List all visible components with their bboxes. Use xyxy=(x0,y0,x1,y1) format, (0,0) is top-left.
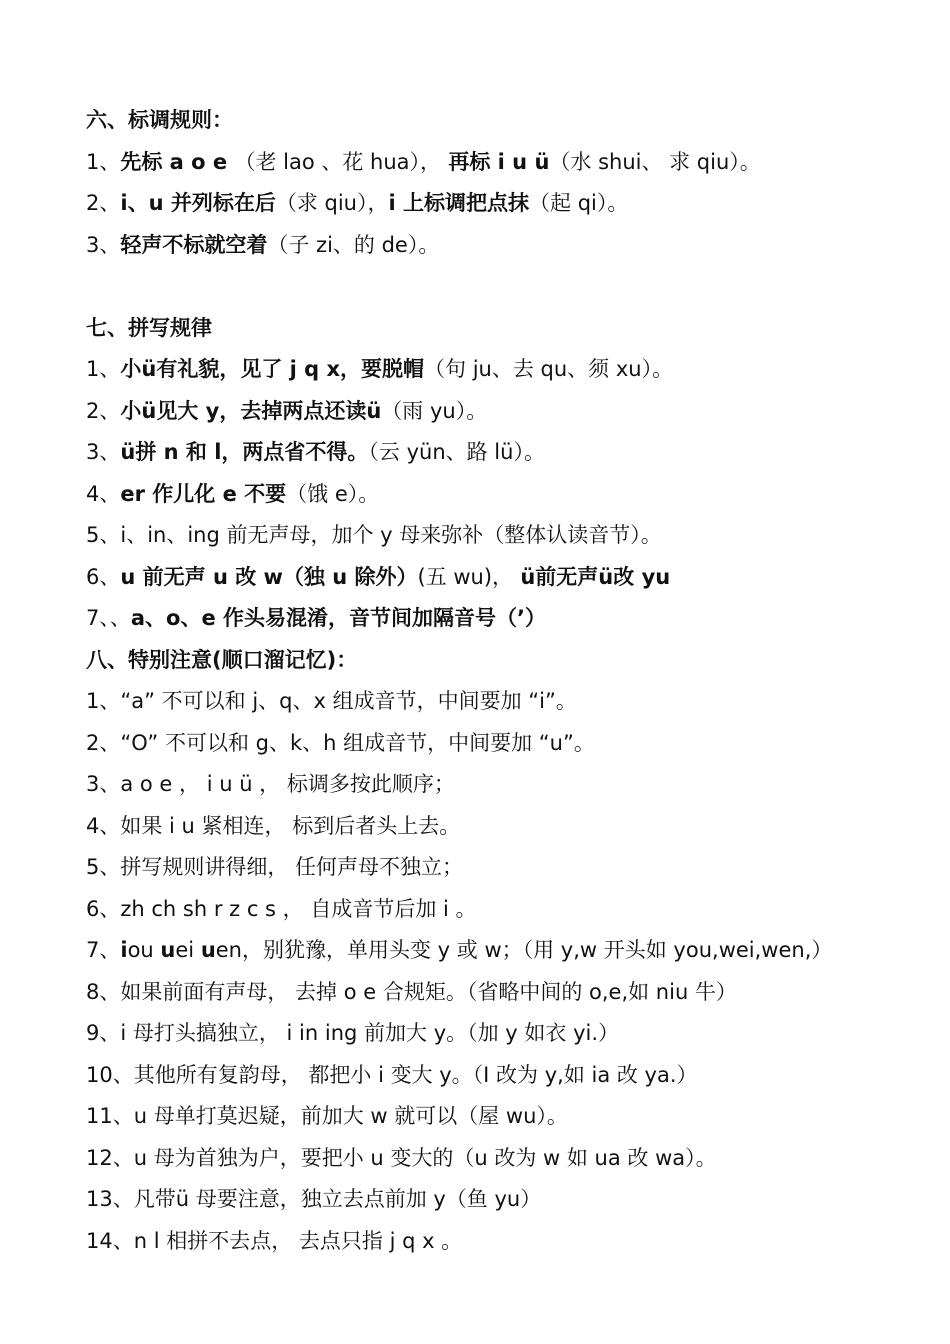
bold-text-segment: u 前无声 u 改 w（独 u 除外） xyxy=(120,564,418,589)
text-segment: （求 qiu）， xyxy=(275,191,389,215)
bold-text-segment: u xyxy=(160,938,176,962)
text-segment: 5、i、in、ing 前无声母，加个 y 母来弥补（整体认读音节）。 xyxy=(86,523,662,547)
text-segment: 4、如果 i u 紧相连， 标到后者头上去。 xyxy=(86,813,461,838)
text-segment: 8、如果前面有声母， 去掉 o e 合规矩。（省略中间的 o,e,如 niu 牛） xyxy=(86,979,737,1004)
text-segment: ou xyxy=(127,938,161,962)
bold-text-segment: a、o、e 作头易混淆，音节间加隔音号（’） xyxy=(130,606,547,630)
rule-line xyxy=(86,1013,926,1055)
bold-text-segment: i 上标调把点抹 xyxy=(388,191,530,215)
text-segment: 5、拼写规则讲得细， 任何声母不独立； xyxy=(86,855,464,879)
bold-text-segment: 小ü见大 y，去掉两点还读ü xyxy=(120,398,382,423)
text-segment: 2、“O” 不可以和 g、k、h 组成音节，中间要加 “u”。 xyxy=(86,730,595,755)
rule-line xyxy=(86,474,926,516)
text-segment: （饿 e）。 xyxy=(286,481,380,506)
bold-text-segment: 先标 a o e xyxy=(120,149,235,174)
text-segment: （雨 yu）。 xyxy=(381,398,488,423)
text-segment: （子 zi、的 de）。 xyxy=(267,232,440,257)
bold-text-segment: 再标 i u ü xyxy=(441,149,550,174)
bold-text-segment: ü拼 n 和 l，两点省不得。 xyxy=(120,440,369,464)
text-segment: （起 qi）。 xyxy=(529,191,629,215)
text-segment: 3、a o e ， i u ü ， 标调多按此顺序； xyxy=(86,772,455,796)
section-heading: 六、标调规则： xyxy=(86,108,233,132)
rule-line xyxy=(86,1221,926,1263)
rule-line xyxy=(86,515,926,557)
rule-line xyxy=(86,557,926,599)
rule-line xyxy=(86,764,926,806)
rule-line xyxy=(86,432,926,474)
rule-line xyxy=(86,1179,926,1221)
rule-line xyxy=(86,142,926,184)
rule-line xyxy=(86,1138,926,1180)
rule-line xyxy=(86,225,926,267)
bold-text-segment: ü前无声ü改 yu xyxy=(513,564,671,589)
bold-text-segment: u xyxy=(200,938,216,962)
text-segment: 3、 xyxy=(86,232,121,257)
text-segment: 13、凡带ü 母要注意，独立去点前加 y（鱼 yu） xyxy=(86,1187,542,1211)
bold-text-segment: i、u 并列标在后 xyxy=(120,191,276,215)
text-segment: 11、u 母单打莫迟疑，前加大 w 就可以（屋 wu）。 xyxy=(86,1104,568,1128)
bold-text-segment: i xyxy=(120,938,128,962)
rule-line xyxy=(86,681,926,723)
bold-text-segment: 轻声不标就空着 xyxy=(120,232,268,257)
text-segment: 6、 xyxy=(86,564,121,589)
rule-line xyxy=(86,806,926,848)
text-segment: （老 lao 、花 hua）， xyxy=(234,149,442,174)
document-page xyxy=(86,100,926,1262)
rule-line xyxy=(86,1096,926,1138)
section-spacer xyxy=(86,266,926,308)
text-segment: (五 wu)， xyxy=(417,564,514,589)
text-segment: 1、 xyxy=(86,357,121,381)
rule-line xyxy=(86,847,926,889)
rule-line xyxy=(86,598,926,640)
text-segment: 4、 xyxy=(86,481,121,506)
bold-text-segment: er 作儿化 e 不要 xyxy=(120,481,287,506)
text-segment: 1、“a” 不可以和 j、q、x 组成音节，中间要加 “i”。 xyxy=(86,689,577,713)
text-segment: en，别犹豫，单用头变 y 或 w；（用 y,w 开头如 you,wei,wen,） xyxy=(215,938,833,962)
text-segment: 9、i 母打头搞独立， i in ing 前加大 y。（加 y 如衣 yi.） xyxy=(86,1021,620,1045)
rule-line xyxy=(86,183,926,225)
text-segment: 3、 xyxy=(86,440,121,464)
text-segment: 2、 xyxy=(86,191,121,215)
rule-line xyxy=(86,723,926,765)
text-segment: 2、 xyxy=(86,398,121,423)
section-heading: 七、拼写规律 xyxy=(86,315,212,340)
bold-text-segment: 小ü有礼貌，见了 j q x，要脱帽 xyxy=(120,357,425,381)
text-segment: 10、其他所有复韵母， 都把小 i 变大 y。（I 改为 y,如 ia 改 ya.） xyxy=(86,1062,698,1087)
rule-line xyxy=(86,349,926,391)
text-segment: （句 ju、去 qu、须 xu）。 xyxy=(424,357,674,381)
rule-line xyxy=(86,889,926,931)
rule-line xyxy=(86,1055,926,1097)
rule-line xyxy=(86,972,926,1014)
text-segment: 12、u 母为首独为户，要把小 u 变大的（u 改为 w 如 ua 改 wa）。 xyxy=(86,1145,717,1170)
text-segment: 1、 xyxy=(86,149,121,174)
text-segment: 14、n l 相拼不去点， 去点只指 j q x 。 xyxy=(86,1228,463,1253)
rule-line xyxy=(86,391,926,433)
text-segment: （水 shui、 求 qiu）。 xyxy=(549,149,761,174)
text-segment: 7、 xyxy=(86,938,121,962)
text-segment: （云 yün、路 lü）。 xyxy=(368,440,545,464)
section-heading: 八、特别注意(顺口溜记忆)： xyxy=(86,647,358,672)
text-segment: 7、、 xyxy=(86,606,131,630)
rule-line xyxy=(86,930,926,972)
text-segment: 6、zh ch sh r z c s ， 自成音节后加 i 。 xyxy=(86,896,477,921)
text-segment: ei xyxy=(175,938,201,962)
